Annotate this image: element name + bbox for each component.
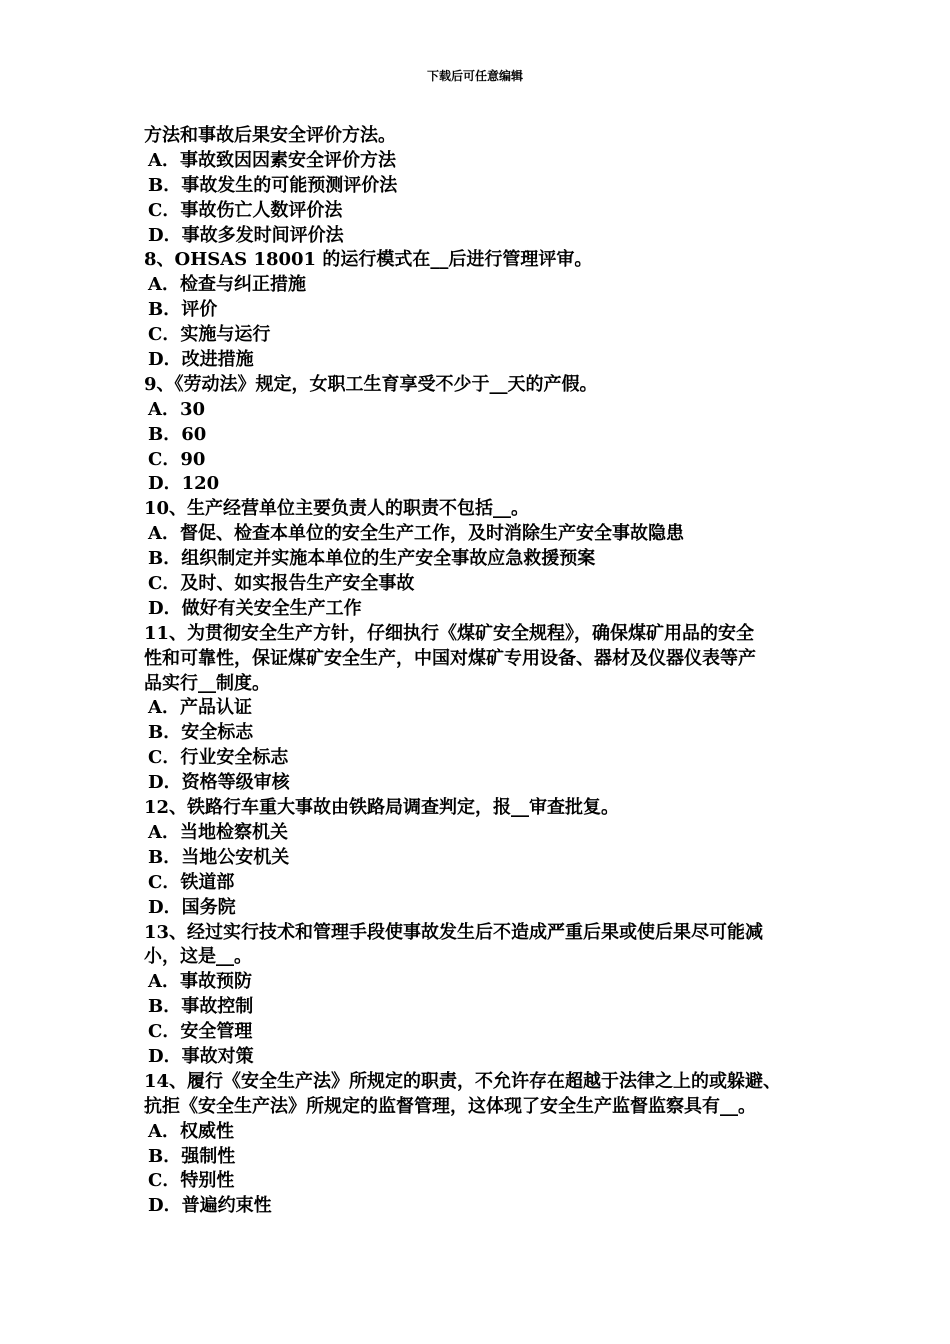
question-text: 8、OHSAS 18001 的运行模式在__后进行管理评审。 bbox=[144, 249, 593, 271]
question-text-line-2: 小，这是__。 bbox=[144, 946, 252, 968]
question-14 bbox=[144, 1070, 824, 1219]
question-9 bbox=[144, 373, 824, 497]
question-text-line-1: 11、为贯彻安全生产方针，仔细执行《煤矿安全规程》，确保煤矿用品的安全 bbox=[144, 622, 755, 644]
question-11 bbox=[144, 622, 824, 796]
option-b: B．60 bbox=[148, 423, 207, 445]
option-d: D．资格等级审核 bbox=[148, 772, 290, 794]
option-a: A．事故致因因素安全评价方法 bbox=[148, 149, 396, 171]
option-d: D．事故多发时间评价法 bbox=[148, 224, 344, 246]
option-a: A．当地检察机关 bbox=[148, 821, 288, 843]
option-a: A．产品认证 bbox=[148, 697, 252, 719]
question-13 bbox=[144, 921, 824, 1070]
option-a: A．检查与纠正措施 bbox=[148, 274, 306, 296]
option-d: D．普遍约束性 bbox=[148, 1195, 272, 1217]
option-a: A．事故预防 bbox=[148, 971, 252, 993]
option-c: C．90 bbox=[148, 448, 206, 470]
option-b: B．当地公安机关 bbox=[148, 846, 290, 868]
question-text: 9、《劳动法》规定，女职工生育享受不少于__天的产假。 bbox=[144, 373, 598, 395]
option-b: B．强制性 bbox=[148, 1145, 236, 1167]
option-c: C．铁道部 bbox=[148, 871, 235, 893]
option-d: D．做好有关安全生产工作 bbox=[148, 597, 362, 619]
option-d: D．事故对策 bbox=[148, 1045, 254, 1067]
option-b: B．组织制定并实施本单位的生产安全事故应急救援预案 bbox=[148, 548, 596, 570]
option-b: B．安全标志 bbox=[148, 722, 254, 744]
question-8 bbox=[144, 248, 824, 372]
option-b: B．事故控制 bbox=[148, 996, 254, 1018]
option-c: C．安全管理 bbox=[148, 1021, 253, 1043]
question-text-line-1: 13、经过实行技术和管理手段使事故发生后不造成严重后果或使后果尽可能减 bbox=[144, 921, 764, 943]
question-text-line-2: 抗拒《安全生产法》所规定的监督管理，这体现了安全生产监督监察具有__。 bbox=[144, 1095, 756, 1117]
option-a: A．督促、检查本单位的安全生产工作，及时消除生产安全事故隐患 bbox=[148, 523, 684, 545]
option-d: D．120 bbox=[148, 473, 220, 495]
option-c: C．事故伤亡人数评价法 bbox=[148, 199, 343, 221]
option-c: C．实施与运行 bbox=[148, 324, 271, 346]
question-continuation: 方法和事故后果安全评价方法。 bbox=[144, 125, 396, 146]
question-text-line-3: 品实行__制度。 bbox=[144, 672, 270, 694]
question-text: 10、生产经营单位主要负责人的职责不包括__。 bbox=[144, 498, 530, 520]
option-a: A．30 bbox=[148, 398, 206, 420]
page-header: 下载后可任意编辑 bbox=[426, 69, 523, 83]
question-10 bbox=[144, 497, 824, 621]
intro-block bbox=[144, 124, 824, 248]
option-b: B．评价 bbox=[148, 299, 218, 321]
option-c: C．行业安全标志 bbox=[148, 747, 289, 769]
option-d: D．改进措施 bbox=[148, 349, 254, 371]
option-c: C．及时、如实报告生产安全事故 bbox=[148, 573, 415, 595]
question-text: 12、铁路行车重大事故由铁路局调查判定，报__审查批复。 bbox=[144, 797, 620, 819]
document-body bbox=[144, 124, 824, 1219]
option-b: B．事故发生的可能预测评价法 bbox=[148, 174, 398, 196]
question-text-line-1: 14、履行《安全生产法》所规定的职责，不允许存在超越于法律之上的或躲避、 bbox=[144, 1070, 782, 1092]
option-c: C．特别性 bbox=[148, 1170, 235, 1192]
option-d: D．国务院 bbox=[148, 896, 236, 918]
question-12 bbox=[144, 796, 824, 920]
option-a: A．权威性 bbox=[148, 1120, 234, 1142]
question-text-line-2: 性和可靠性，保证煤矿安全生产，中国对煤矿专用设备、器材及仪器仪表等产 bbox=[144, 647, 756, 669]
